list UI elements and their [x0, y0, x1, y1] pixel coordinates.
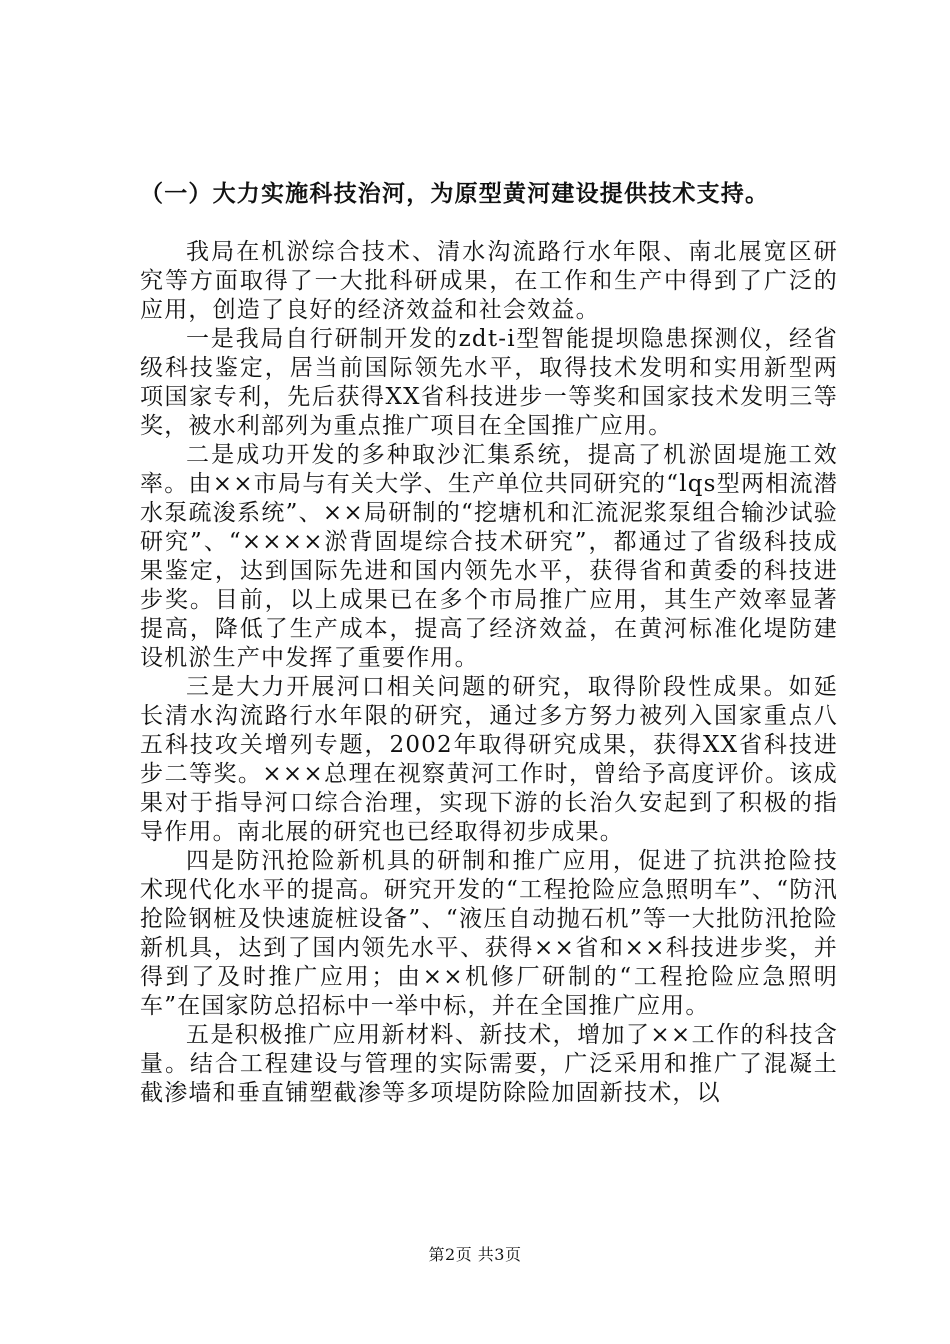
section-heading: （一）大力实施科技治河，为原型黄河建设提供技术支持。: [140, 180, 770, 207]
paragraph-item-five: 五是积极推广应用新材料、新技术，增加了××工作的科技含量。结合工程建设与管理的实际需要，广泛采用和推广了混凝土截渗墙和垂直铺塑截渗等多项堤防除险加固新技术，以: [140, 1022, 838, 1106]
paragraph-intro: 我局在机淤综合技术、清水沟流路行水年限、南北展宽区研究等方面取得了一大批科研成果，在工作和生产中得到了广泛的应用，创造了良好的经济效益和社会效益。: [140, 239, 838, 323]
paragraph-item-one: 一是我局自行研制开发的zdt-i型智能提坝隐患探测仪，经省级科技鉴定，居当前国际领先水平，取得技术发明和实用新型两项国家专利，先后获得XX省科技进步一等奖和国家技术发明三等奖，被水利部列为重点推广项目在全国推广应用。: [140, 326, 838, 439]
paragraph-item-four: 四是防汛抢险新机具的研制和推广应用，促进了抗洪抢险技术现代化水平的提高。研究开发的“工程抢险应急照明车”、“防汛抢险钢桩及快速旋桩设备”、“液压自动抛石机”等一大批防汛抢险新机具，达到了国内领先水平、获得××省和××科技进步奖，并得到了及时推广应用；由××机修厂研制的“工程抢险应急照明车”在国家防总招标中一举中标，并在全国推广应用。: [140, 848, 838, 1019]
paragraph-item-two: 二是成功开发的多种取沙汇集系统，提高了机淤固堤施工效率。由××市局与有关大学、生产单位共同研究的“lqs型两相流潜水泵疏浚系统”、××局研制的“挖塘机和汇流泥浆泵组合输沙试验研究”、“××××淤背固堤综合技术研究”，都通过了省级科技成果鉴定，达到国际先进和国内领先水平，获得省和黄委的科技进步奖。目前，以上成果已在多个市局推广应用，其生产效率显著提高，降低了生产成本，提高了经济效益，在黄河标准化堤防建设机淤生产中发挥了重要作用。: [140, 442, 838, 671]
paragraph-item-three: 三是大力开展河口相关问题的研究，取得阶段性成果。如延长清水沟流路行水年限的研究，通过多方努力被列入国家重点八五科技攻关增列专题，2002年取得研究成果，获得XX省科技进步二等奖。×××总理在视察黄河工作时，曾给予高度评价。该成果对于指导河口综合治理，实现下游的长治久安起到了积极的指导作用。南北展的研究也已经取得初步成果。: [140, 674, 838, 845]
page-number-footer: 第2页 共3页: [428, 1245, 522, 1264]
body-text: [140, 238, 838, 1108]
